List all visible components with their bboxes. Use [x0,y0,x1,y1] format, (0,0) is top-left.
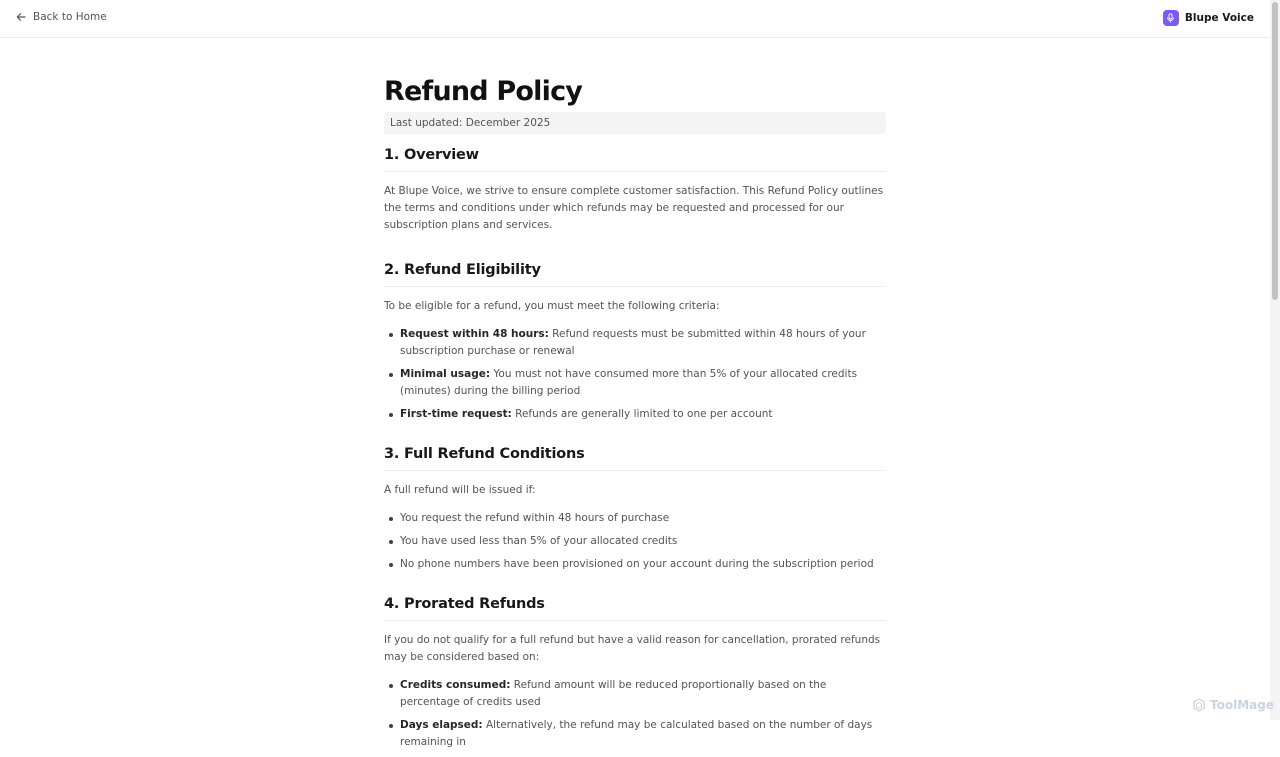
page-scrollbar[interactable] [1270,0,1280,720]
list-item-lead: Credits consumed: [400,679,511,691]
list-item-lead: Request within 48 hours: [400,328,549,340]
brand[interactable] [1163,10,1254,26]
brand-name: Blupe Voice [1184,12,1254,24]
section-heading: 3. Full Refund Conditions [384,443,886,471]
section-intro: To be eligible for a refund, you must meet the following criteria: [384,300,720,312]
list-item: You request the refund within 48 hours of purchase [384,510,886,527]
section-prorated-refunds [384,593,886,751]
list-item [384,326,886,360]
list-item-lead: Minimal usage: [400,368,491,380]
list-item-text: Refund amount will be reduced proportionally based on the percentage of credits used [400,679,827,708]
list-item [384,717,886,751]
list-item-lead: First-time request: [400,408,512,420]
watermark-text: ToolMage [1210,698,1274,712]
list-item [384,366,886,400]
list-item-text: Alternatively, the refund may be calculated based on the number of days remaining in [400,719,873,748]
section-intro: A full refund will be issued if: [384,484,536,496]
list-item [384,406,886,423]
back-to-home-link[interactable] [16,11,107,23]
section-intro: If you do not qualify for a full refund but have a valid reason for cancellation, prorated refunds may be considered based on: [384,634,881,663]
list-item: You have used less than 5% of your allocated credits [384,533,886,550]
last-updated-banner: Last updated: December 2025 [384,112,886,134]
page-title: Refund Policy [384,76,583,107]
list-item-lead: Days elapsed: [400,719,483,731]
section-paragraph: At Blupe Voice, we strive to ensure complete customer satisfaction. This Refund Policy outlines the terms and conditions under which refunds may be requested and processed for our subscription plans and services. [384,185,884,231]
list-item: No phone numbers have been provisioned on your account during the subscription period [384,556,886,573]
prorated-list [384,677,886,751]
eligibility-list [384,326,886,423]
list-item-text: Refunds are generally limited to one per account [511,408,773,420]
watermark-logo-icon [1192,698,1206,712]
section-heading: 2. Refund Eligibility [384,259,886,287]
section-full-refund-conditions [384,443,886,573]
arrow-left-icon [16,12,26,22]
back-to-home-label: Back to Home [33,11,107,23]
list-item [384,677,886,711]
policy-content [384,74,886,757]
section-heading: 1. Overview [384,144,886,172]
microphone-icon [1163,10,1179,26]
list-item-text: You must not have consumed more than 5% of your allocated credits (minutes) during the billing period [400,368,858,397]
full-refund-list [384,510,886,573]
section-refund-eligibility [384,259,886,423]
top-bar [0,0,1270,38]
scrollbar-thumb[interactable] [1272,2,1278,300]
section-heading: 4. Prorated Refunds [384,593,886,621]
section-overview [384,144,886,234]
watermark [1192,698,1274,712]
list-item-text: Refund requests must be submitted within 48 hours of your subscription purchase or renewal [400,328,866,357]
